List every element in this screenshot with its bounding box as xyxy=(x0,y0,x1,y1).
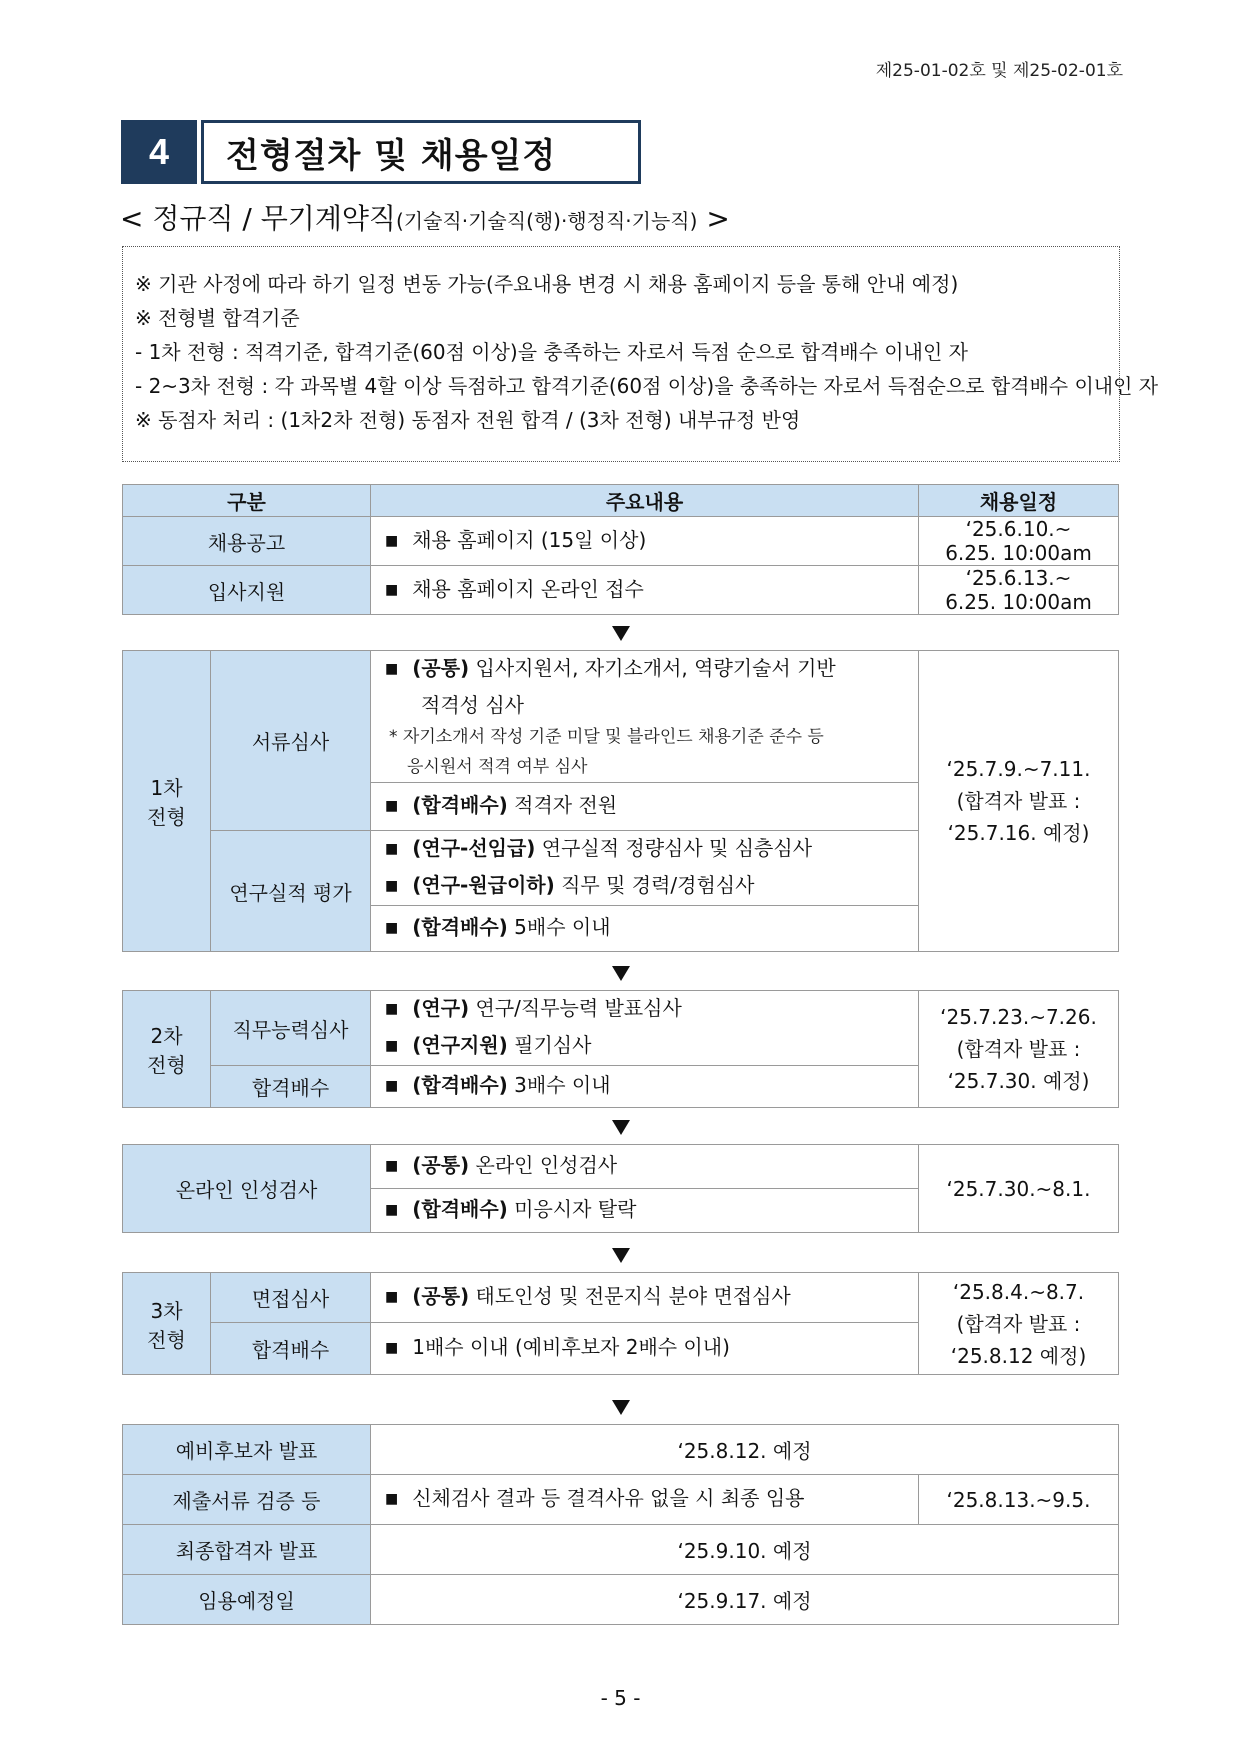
note-line: - 1차 전형 : 적격기준, 합격기준(60점 이상)을 충족하는 자로서 득점 순으로 합격배수 이내인 자 xyxy=(135,340,968,364)
interview-label: 면접심사 xyxy=(211,1273,371,1323)
down-arrow-icon xyxy=(612,626,630,641)
page-number: - 5 - xyxy=(600,1686,641,1710)
subtitle-detail: (기술직·기술직(행)·행정직·기능직) xyxy=(395,209,698,233)
table-header-row xyxy=(123,485,1119,517)
doc-review-label: 서류심사 xyxy=(211,651,371,831)
online-test-label: 온라인 인성검사 xyxy=(123,1145,371,1233)
doc-review-pass: ■ (합격배수) 적격자 전원 xyxy=(371,783,919,831)
section-number: 4 xyxy=(121,120,197,184)
online-test-item: ■ (공통) 온라인 인성검사 xyxy=(371,1145,919,1189)
section-header xyxy=(121,120,641,184)
ability-label: 직무능력심사 xyxy=(211,991,371,1066)
stage1-date: ‘25.7.9.~7.11. (합격자 발표 : ‘25.7.16. 예정) xyxy=(919,651,1119,952)
online-test-pass: ■ (합격배수) 미응시자 탈락 xyxy=(371,1189,919,1233)
section-title: 전형절차 및 채용일정 xyxy=(201,120,641,184)
announce-content: ■ 채용 홈페이지 (15일 이상) xyxy=(385,528,646,552)
down-arrow-icon xyxy=(612,1400,630,1415)
research-content: ■ (연구-선임급) 연구실적 정량심사 및 심층심사 ■ (연구-원급이하) 직무 및 경력/경험심사 xyxy=(371,831,919,906)
document-verify-date: ‘25.8.13.~9.5. xyxy=(919,1475,1119,1525)
subtitle-end: > xyxy=(697,202,730,235)
table-row xyxy=(123,566,1119,615)
stage3-pass-content: ■ 1배수 이내 (예비후보자 2배수 이내) xyxy=(371,1323,919,1375)
stage3-table xyxy=(122,1272,1119,1375)
document-reference: 제25-01-02호 및 제25-02-01호 xyxy=(875,61,1123,81)
announce-date: ‘25.6.10.~ 6.25. 10:00am xyxy=(919,517,1119,566)
stage2-table xyxy=(122,990,1119,1108)
table-row xyxy=(123,1525,1119,1575)
stage1-table xyxy=(122,650,1119,952)
stage2-label: 2차 전형 xyxy=(123,991,211,1108)
table-row xyxy=(123,1425,1119,1475)
online-test-date: ‘25.7.30.~8.1. xyxy=(919,1145,1119,1233)
stage2-pass-label: 합격배수 xyxy=(211,1066,371,1108)
note-line: ※ 기관 사정에 따라 하기 일정 변동 가능(주요내용 변경 시 채용 홈페이지 등을 통해 안내 예정) xyxy=(135,272,959,296)
document-verify-label: 제출서류 검증 등 xyxy=(123,1475,371,1525)
ability-content: ■ (연구) 연구/직무능력 발표심사 ■ (연구지원) 필기심사 xyxy=(371,991,919,1066)
header-schedule: 채용일정 xyxy=(919,485,1119,517)
appointment-label: 임용예정일 xyxy=(123,1575,371,1625)
reserve-announce-label: 예비후보자 발표 xyxy=(123,1425,371,1475)
stage3-date: ‘25.8.4.~8.7. (합격자 발표 : ‘25.8.12 예정) xyxy=(919,1273,1119,1375)
apply-date: ‘25.6.13.~ 6.25. 10:00am xyxy=(919,566,1119,615)
online-test-table xyxy=(122,1144,1119,1233)
subtitle xyxy=(120,197,730,237)
schedule-table-intro xyxy=(122,484,1119,615)
apply-label: 입사지원 xyxy=(123,566,371,615)
stage2-pass-content: ■ (합격배수) 3배수 이내 xyxy=(371,1066,919,1108)
final-pass-date: ‘25.9.10. 예정 xyxy=(371,1525,1119,1575)
doc-review-content: ■ (공통) 입사지원서, 자기소개서, 역량기술서 기반 적격성 심사 * 자기소개서 작성 기준 미달 및 블라인드 채용기준 준수 등 응시원서 적격 여부 심사 xyxy=(371,651,919,783)
document-verify-content: ■ 신체검사 결과 등 결격사유 없을 시 최종 임용 xyxy=(385,1481,918,1518)
table-row xyxy=(123,1575,1119,1625)
table-row xyxy=(123,1475,1119,1525)
note-line: ※ 전형별 합격기준 xyxy=(135,306,300,330)
appointment-date: ‘25.9.17. 예정 xyxy=(371,1575,1119,1625)
announce-label: 채용공고 xyxy=(123,517,371,566)
down-arrow-icon xyxy=(612,966,630,981)
down-arrow-icon xyxy=(612,1120,630,1135)
note-line: ※ 동점자 처리 : (1차2차 전형) 동점자 전원 합격 / (3차 전형) 내부규정 반영 xyxy=(135,408,801,432)
research-label: 연구실적 평가 xyxy=(211,831,371,952)
stage2-date: ‘25.7.23.~7.26. (합격자 발표 : ‘25.7.30. 예정) xyxy=(919,991,1119,1108)
final-pass-label: 최종합격자 발표 xyxy=(123,1525,371,1575)
down-arrow-icon xyxy=(612,1248,630,1263)
subtitle-main: < 정규직 / 무기계약직 xyxy=(120,202,396,235)
stage3-label: 3차 전형 xyxy=(123,1273,211,1375)
stage1-label: 1차 전형 xyxy=(123,651,211,952)
notes-box xyxy=(122,246,1159,462)
note-line: - 2~3차 전형 : 각 과목별 4할 이상 득점하고 합격기준(60점 이상)을 충족하는 자로서 득점순으로 합격배수 이내인 자 xyxy=(135,374,1159,398)
stage3-pass-label: 합격배수 xyxy=(211,1323,371,1375)
final-table xyxy=(122,1424,1119,1625)
header-category: 구분 xyxy=(123,485,371,517)
table-row xyxy=(123,517,1119,566)
apply-content: ■ 채용 홈페이지 온라인 접수 xyxy=(385,577,644,601)
research-pass: ■ (합격배수) 5배수 이내 xyxy=(371,906,919,952)
interview-content: ■ (공통) 태도인성 및 전문지식 분야 면접심사 xyxy=(371,1273,919,1323)
reserve-announce-date: ‘25.8.12. 예정 xyxy=(371,1425,1119,1475)
header-content: 주요내용 xyxy=(371,485,919,517)
